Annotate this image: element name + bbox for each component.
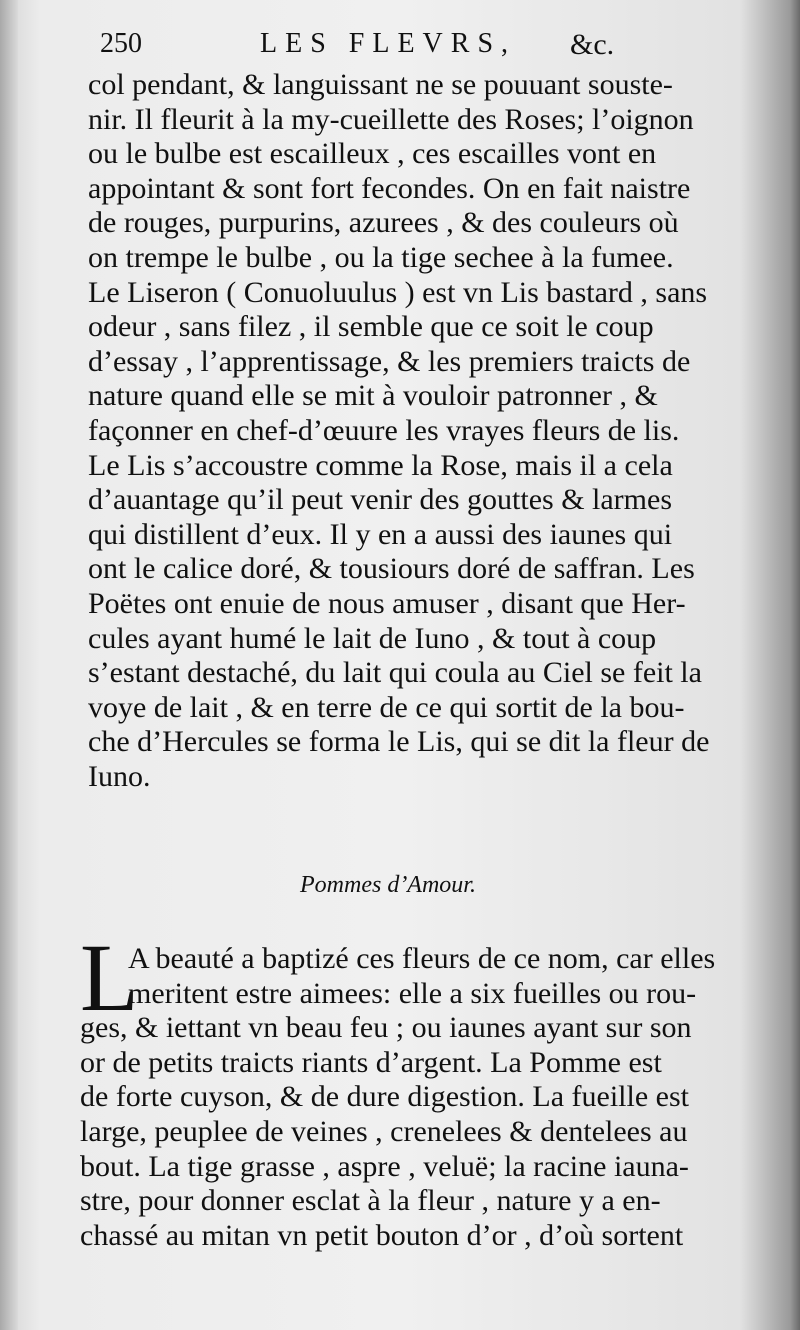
running-title: LES FLEVRS,: [260, 28, 517, 59]
section-lis-text: [88, 68, 768, 794]
text-line: façonner en chef-d’œuure les vrayes fleurs de lis.: [88, 413, 680, 447]
text-line: meritent estre aimees: elle a six fueilles ou rou-: [128, 976, 697, 1010]
text-line: Le Liseron ( Conuoluulus ) est vn Lis bastard , sans: [88, 275, 708, 309]
text-line: ont le calice doré, & tousiours doré de saffran. Les: [88, 552, 695, 586]
page-number: 250: [100, 28, 142, 59]
text-line: col pendant, & languissant ne se pouuant souste-: [88, 68, 673, 101]
text-line: nir. Il fleurit à la my-cueillette des Roses; l’oignon: [88, 102, 694, 136]
running-title-etc: &c.: [570, 28, 615, 61]
text-line: Iuno.: [88, 759, 151, 793]
text-line: Le Lis s’accoustre comme la Rose, mais il a cela: [88, 448, 673, 482]
text-line: odeur , sans filez , il semble que ce soit le coup: [88, 310, 654, 344]
book-gutter: [0, 0, 18, 1330]
text-line: ou le bulbe est escailleux , ces escailles vont en: [88, 137, 657, 171]
text-line: or de petits traicts riants d’argent. La Pomme est: [80, 1045, 662, 1079]
text-line: che d’Hercules se forma le Lis, qui se dit la fleur de: [88, 725, 710, 759]
running-head: [100, 28, 780, 68]
text-line: stre, pour donner esclat à la fleur , nature y a en-: [80, 1184, 661, 1218]
text-line: chassé au mitan vn petit bouton d’or , d’où sortent: [80, 1218, 684, 1252]
text-line: ges, & iettant vn beau feu ; ou iaunes ayant sur son: [80, 1011, 692, 1045]
drop-cap: L: [80, 924, 139, 1031]
text-line: Poëtes ont enuie de nous amuser , disant que Her-: [88, 586, 686, 620]
text-line: d’auantage qu’il peut venir des gouttes & larmes: [88, 483, 672, 517]
section-heading: Pommes d’Amour.: [300, 872, 476, 898]
text-line: appointant & sont fort fecondes. On en fait naistre: [88, 171, 691, 205]
text-line: nature quand elle se mit à vouloir patronner , &: [88, 379, 658, 413]
text-line: voye de lait , & en terre de ce qui sortit de la bou-: [88, 690, 685, 724]
text-line: A beauté a baptizé ces fleurs de ce nom, car elles: [128, 942, 716, 975]
text-line: on trempe le bulbe , ou la tige sechee à la fumee.: [88, 240, 674, 274]
text-line: cules ayant humé le lait de Iuno , & tout à coup: [88, 621, 657, 655]
text-line: qui distillent d’eux. Il y en a aussi des iaunes qui: [88, 517, 673, 551]
section-pommes-text: [80, 924, 770, 1253]
text-line: de forte cuyson, & de dure digestion. La fueille est: [80, 1080, 689, 1114]
text-line: de rouges, purpurins, azurees , & des couleurs où: [88, 206, 679, 240]
text-line: large, peuplee de veines , crenelees & dentelees au: [80, 1114, 688, 1148]
text-line: d’essay , l’apprentissage, & les premiers traicts de: [88, 344, 691, 378]
text-line: bout. La tige grasse , aspre , veluë; la racine iauna-: [80, 1149, 689, 1183]
text-line: s’estant destaché, du lait qui coula au Ciel se feit la: [88, 656, 702, 690]
